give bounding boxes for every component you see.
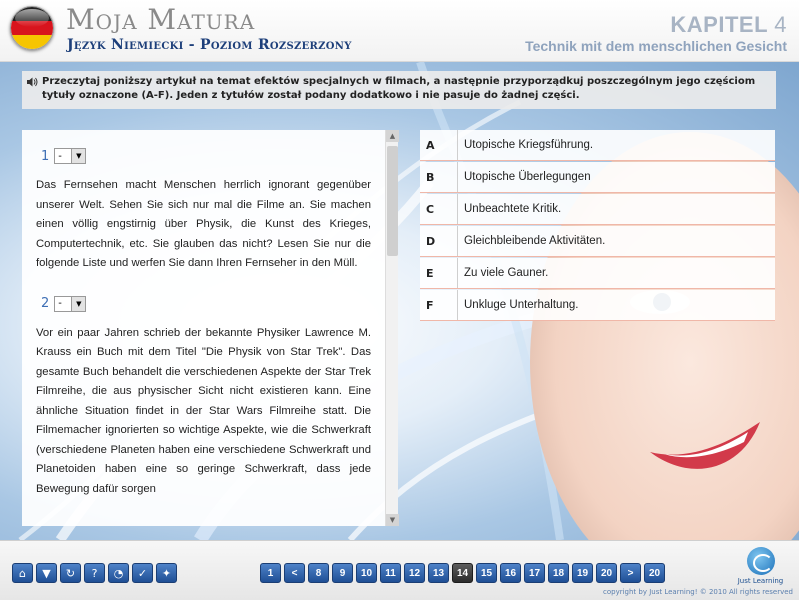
last-page-button[interactable]: 20 [644,563,665,583]
heading-text: Gleichbleibende Aktivitäten. [464,235,606,247]
first-page-button[interactable]: 1 [260,563,281,583]
heading-text: Utopische Kriegsführung. [464,139,594,151]
app-header [0,0,799,62]
heading-text: Unkluge Unterhaltung. [464,299,579,311]
section-2-header [41,296,371,312]
select-value: - [58,298,62,309]
select-value: - [58,150,62,162]
page-button[interactable]: 14 [452,563,473,583]
heading-text: Zu viele Gauner. [464,267,549,279]
page-button[interactable]: 11 [380,563,401,583]
page-button[interactable]: 10 [356,563,377,583]
section-1-header [41,148,371,164]
section-2-answer-select[interactable] [54,296,86,312]
instruction-text: Przeczytaj poniższy artykuł na temat efektów specjalnych w filmach, a następnie przyporządkuj poszczególnym jego częściom tytuły oznaczone (A-F). Jeden z tytułów został podany dodatkowo i nie pasuje do żadnej części. [42,76,756,101]
page-button[interactable]: 8 [308,563,329,583]
page-button[interactable]: 17 [524,563,545,583]
chapter-title: Technik mit dem menschlichen Gesicht [525,38,787,54]
chevron-down-icon[interactable]: ▼ [71,297,85,311]
page-button[interactable]: 15 [476,563,497,583]
page-button[interactable]: 20 [596,563,617,583]
just-learning-logo [728,547,793,585]
hint-icon: ✦ [161,566,172,580]
download-button[interactable] [36,563,57,583]
speaker-icon[interactable] [26,76,38,88]
page-button[interactable]: 16 [500,563,521,583]
heading-letter: C [420,194,458,224]
headings-list [420,130,775,322]
tool-buttons [12,563,177,583]
footer-toolbar [0,540,799,600]
app-subtitle: Język Niemiecki - Poziom Rozszerzony [67,37,352,53]
copyright-text: copyright by Just Learning! © 2010 All rights reserved [603,588,793,596]
page-button[interactable]: 18 [548,563,569,583]
section-2-text: Vor ein paar Jahren schrieb der bekannte Physiker Lawrence M. Krauss ein Buch mit dem Titel "Die Physik von Star Trek". Das gesamte Buch behandelt die verschiedenen Aspekte der Star Trek Filmreihe, die aus physischer Sicht nicht existieren kann. Eine ähnliche Situation findet in der Star Wars Filmreihe statt. Die Filmemacher ignorierten so wichtige Aspekte, wie die Schwerkraft (verschiedene Planeten haben eine verschiedene Schwerkraft und Planetoiden haben eine so geringe Schwerkraft, dass jede Bewegung dafür sorgen [36,326,371,495]
heading-option-b [420,162,775,193]
chevron-down-icon[interactable]: ▼ [71,149,85,163]
chart-button[interactable] [108,563,129,583]
refresh-icon: ↻ [65,566,76,580]
task-instruction [22,71,776,109]
article-panel [22,130,385,526]
scroll-up-icon[interactable]: ▲ [386,130,399,142]
page-button[interactable]: 9 [332,563,353,583]
heading-text: Unbeachtete Kritik. [464,203,562,215]
heading-letter: E [420,258,458,288]
chapter-label: KAPITEL [670,12,768,37]
app-title: Moja Matura [66,3,256,36]
help-button[interactable] [84,563,105,583]
page-button[interactable]: 19 [572,563,593,583]
chapter-heading [670,12,787,38]
section-number: 1 [41,148,50,164]
heading-text: Utopische Überlegungen [464,171,591,183]
check-icon: ✓ [137,566,148,580]
next-page-button[interactable]: > [620,563,641,583]
heading-option-e [420,258,775,289]
heading-option-c [420,194,775,225]
refresh-button[interactable] [60,563,81,583]
heading-letter: B [420,162,458,192]
section-1-answer-select[interactable] [54,148,86,164]
german-flag-icon [10,6,54,50]
chapter-number: 4 [774,12,787,37]
hint-button[interactable] [156,563,177,583]
logo-text: Just Learning [737,577,784,585]
section-1-text: Das Fernsehen macht Menschen herrlich ignorant gegenüber unserer Welt. Sehen Sie sich nur mal die Filme an. Sie machen einen völlig engstirnig über Physik, die Kunst des Krieges, Computertechnik, etc. Sie glauben das nicht? Lesen Sie nur die folgende Liste und werfen Sie dann Ihren Fernseher in den Müll. [36,179,371,269]
prev-page-button[interactable]: < [284,563,305,583]
download-icon: ▼ [42,566,51,580]
page-button[interactable]: 12 [404,563,425,583]
home-button[interactable] [12,563,33,583]
check-button[interactable] [132,563,153,583]
page-navigation [260,563,665,583]
section-number: 2 [41,296,50,311]
scroll-down-icon[interactable]: ▼ [386,514,399,526]
heading-option-a [420,130,775,161]
heading-option-d [420,226,775,257]
chart-icon: ◔ [113,566,124,580]
home-icon: ⌂ [19,566,26,580]
help-icon: ? [91,566,98,580]
page-button[interactable]: 13 [428,563,449,583]
scrollbar-thumb[interactable] [387,146,398,256]
heading-option-f [420,290,775,321]
heading-letter: D [420,226,458,256]
heading-letter: A [420,130,458,160]
logo-icon [747,547,775,575]
heading-letter: F [420,290,458,320]
article-scrollbar[interactable] [385,130,398,526]
